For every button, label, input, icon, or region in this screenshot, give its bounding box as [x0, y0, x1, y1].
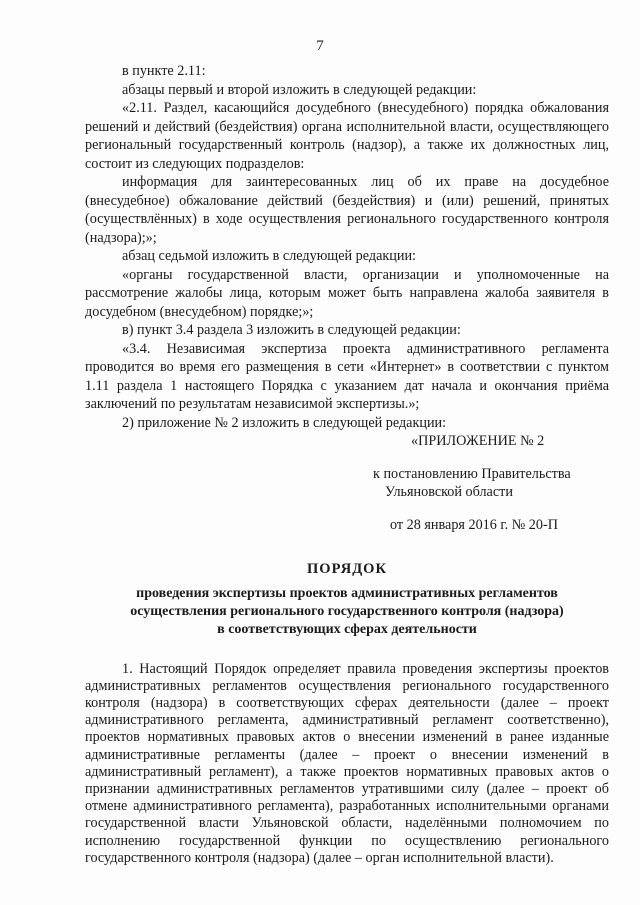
appendix-region: Ульяновской области: [385, 484, 513, 500]
paragraph-prilozhenie: 2) приложение № 2 изложить в следующей редакции:: [122, 414, 447, 431]
paragraph-3-4-text: «3.4. Независимая экспертиза проекта административного регламента проводится во время его размещения в сети «Интернет» в соответствии с пунктом 1.11 раздела 1 настоящего Порядка с указанием дат начала и окончания приёма заключений по результатам независимой экспертизы.»;: [85, 340, 609, 412]
spacer: [85, 502, 609, 516]
document-body: [85, 62, 609, 867]
appendix-resolution: к постановлению Правительства: [373, 465, 571, 482]
section-1-paragraph: 1. Настоящий Порядок определяет правила проведения экспертизы проектов административных регламентов осуществления регионального государственного контроля (надзора) в соответствующих сферах деятельности (далее – проект административного регламента, административный регламент соответственно), проектов нормативных правовых актов о внесении изменений в ранее изданные административные регламенты (далее – проект о внесении изменений в административный регламент), а также проектов нормативных правовых актов о признании административных регламентов утратившими силу (далее – проект об отмене административного регламента), разработанных исполнительными органами государственной власти Ульяновской области, наделёнными полномочием по исполнению государственной функции по осуществлению регионального государственного контроля (надзора) (далее – орган исполнительной власти).: [85, 660, 609, 866]
paragraph-informaciya: информация для заинтересованных лиц об их праве на досудебное (внесудебное) обжалование действий (бездействия) и (или) решений, принятых (осуществлённых) в ходе осуществления регионального государственного контроля (надзора);»;: [85, 174, 609, 246]
paragraph-abzac-sedmoy: абзац седьмой изложить в следующей редакции:: [122, 248, 417, 264]
paragraph-punkt-3-4: в) пункт 3.4 раздела 3 изложить в следующей редакции:: [122, 322, 461, 338]
spacer: [85, 451, 609, 465]
appendix-label: «ПРИЛОЖЕНИЕ № 2: [411, 433, 545, 449]
document-subtitle-line-3: в соответствующих сферах деятельности: [217, 621, 477, 637]
appendix-date: от 28 января 2016 г. № 20-П: [390, 516, 558, 533]
document-title: ПОРЯДОК: [307, 561, 387, 577]
page-number: 7: [316, 38, 324, 54]
paragraph-abzacy: абзацы первый и второй изложить в следующей редакции:: [122, 81, 477, 98]
paragraph-2-11-text: «2.11. Раздел, касающийся досудебного (внесудебного) порядка обжалования решений и действий (бездействия) органа исполнительной власти, осуществляющего региональный государственный контроль (надзор), а также их должностных лиц, состоит из следующих подразделов:: [85, 100, 609, 172]
paragraph-organy: «органы государственной власти, организации и уполномоченные на рассмотрение жалобы лица, которым может быть направлена жалоба заявителя в досудебном (внесудебном) порядке;»;: [85, 266, 609, 320]
spacer: [85, 639, 609, 661]
document-subtitle-line-2: осуществления регионального государственного контроля (надзора): [130, 603, 564, 619]
paragraph-point-2-11: в пункте 2.11:: [122, 63, 206, 79]
document-subtitle-line-1: проведения экспертизы проектов административных регламентов: [136, 585, 558, 601]
spacer: [85, 534, 609, 560]
